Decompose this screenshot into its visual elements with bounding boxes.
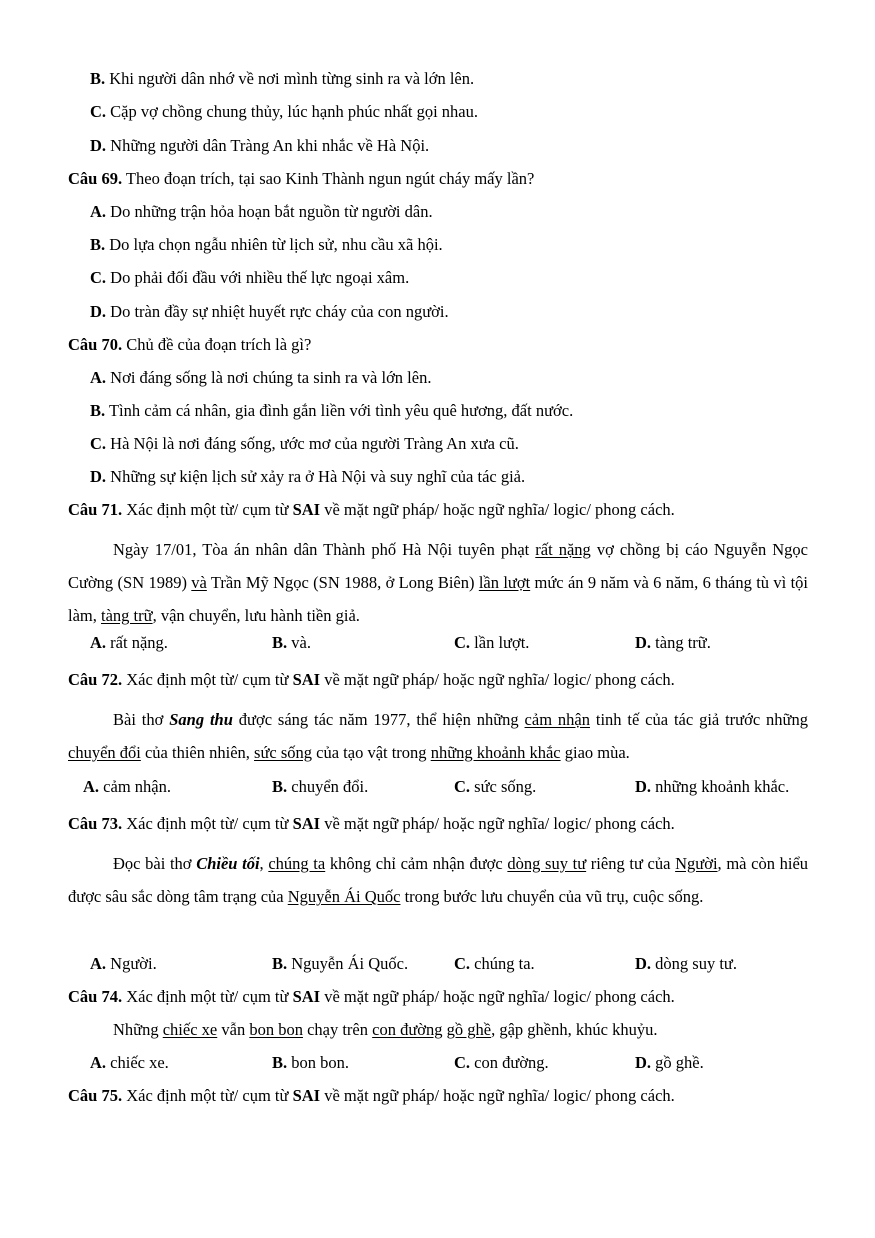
q73-options <box>0 954 875 974</box>
q74-option-b: B. bon bon. <box>272 1053 350 1072</box>
q73-passage: Đọc bài thơ Chiều tối, chúng ta không chỉ cảm nhận được dòng suy tư riêng tư của Người, mà còn hiểu được sâu sắc dòng tâm trạng của Nguyễn Ái Quốc trong bước lưu chuyển của vũ trụ, cuộc sống. <box>68 854 809 906</box>
q73-option-d: D. dòng suy tư. <box>635 954 737 973</box>
q73-option-a: A. Người. <box>90 954 157 973</box>
q74-option-c: C. con đường. <box>454 1053 549 1072</box>
q70-option-a: A. Nơi đáng sống là nơi chúng ta sinh ra và lớn lên. <box>90 368 432 387</box>
q72-stem: Câu 72. Xác định một từ/ cụm từ SAI về mặt ngữ pháp/ hoặc ngữ nghĩa/ logic/ phong cách. <box>68 670 675 689</box>
q71-stem: Câu 71. Xác định một từ/ cụm từ SAI về mặt ngữ pháp/ hoặc ngữ nghĩa/ logic/ phong cách. <box>68 500 675 519</box>
q71-option-a: A. rất nặng. <box>90 633 168 652</box>
q74-options <box>0 1053 875 1073</box>
q73-option-b: B. Nguyễn Ái Quốc. <box>272 954 409 973</box>
q71-options <box>0 633 875 653</box>
q70-option-b: B. Tình cảm cá nhân, gia đình gắn liền với tình yêu quê hương, đất nước. <box>90 401 574 420</box>
q69-option-c: C. Do phải đối đầu với nhiều thế lực ngoại xâm. <box>90 268 410 287</box>
q72-option-d: D. những khoảnh khắc. <box>635 777 790 796</box>
q72-options <box>0 777 875 797</box>
q69-option-d: D. Do tràn đầy sự nhiệt huyết rực cháy của con người. <box>90 302 449 321</box>
q72-option-b: B. chuyển đổi. <box>272 777 369 796</box>
q71-option-c: C. lần lượt. <box>454 633 530 652</box>
q71-passage: Ngày 17/01, Tòa án nhân dân Thành phố Hà Nội tuyên phạt rất nặng vợ chồng bị cáo Nguyễn Ngọc Cường (SN 1989) và Trần Mỹ Ngọc (SN 1988, ở Long Biên) lần lượt mức án 9 năm và 6 năm, 6 tháng tù vì tội làm, tàng trữ, vận chuyển, lưu hành tiền giả. <box>68 540 808 625</box>
q74-passage: Những chiếc xe vẫn bon bon chạy trên con đường gồ ghề, gập ghềnh, khúc khuỷu. <box>113 1020 658 1039</box>
q74-option-d: D. gồ ghề. <box>635 1053 704 1072</box>
q73-stem: Câu 73. Xác định một từ/ cụm từ SAI về mặt ngữ pháp/ hoặc ngữ nghĩa/ logic/ phong cách. <box>68 814 675 833</box>
q69-stem: Câu 69. Theo đoạn trích, tại sao Kinh Thành ngun ngút cháy mấy lần? <box>68 169 535 188</box>
q69-option-a: A. Do những trận hỏa hoạn bắt nguồn từ người dân. <box>90 202 433 221</box>
q70-option-d: D. Những sự kiện lịch sử xảy ra ở Hà Nội và suy nghĩ của tác giả. <box>90 467 526 486</box>
q71-option-d: D. tàng trữ. <box>635 633 711 652</box>
q68-option-d: D. Những người dân Tràng An khi nhắc về Hà Nội. <box>90 136 430 155</box>
q72-option-a: A. cảm nhận. <box>83 777 171 796</box>
q68-option-c: C. Cặp vợ chồng chung thủy, lúc hạnh phúc nhất gọi nhau. <box>90 102 479 121</box>
q74-option-a: A. chiếc xe. <box>90 1053 169 1072</box>
q70-stem: Câu 70. Chủ đề của đoạn trích là gì? <box>68 335 312 354</box>
q71-option-b: B. và. <box>272 633 311 652</box>
q72-passage: Bài thơ Sang thu được sáng tác năm 1977, thể hiện những cảm nhận tinh tế của tác giả trước những chuyển đổi của thiên nhiên, sức sống của tạo vật trong những khoảnh khắc giao mùa. <box>68 710 808 762</box>
q70-option-c: C. Hà Nội là nơi đáng sống, ước mơ của người Tràng An xưa cũ. <box>90 434 519 453</box>
q75-stem: Câu 75. Xác định một từ/ cụm từ SAI về mặt ngữ pháp/ hoặc ngữ nghĩa/ logic/ phong cách. <box>68 1086 675 1105</box>
q68-option-b: B. Khi người dân nhớ về nơi mình từng sinh ra và lớn lên. <box>90 69 475 88</box>
q73-option-c: C. chúng ta. <box>454 954 535 973</box>
q69-option-b: B. Do lựa chọn ngẫu nhiên từ lịch sử, nhu cầu xã hội. <box>90 235 443 254</box>
q72-option-c: C. sức sống. <box>454 777 537 796</box>
q74-stem: Câu 74. Xác định một từ/ cụm từ SAI về mặt ngữ pháp/ hoặc ngữ nghĩa/ logic/ phong cách. <box>68 987 675 1006</box>
